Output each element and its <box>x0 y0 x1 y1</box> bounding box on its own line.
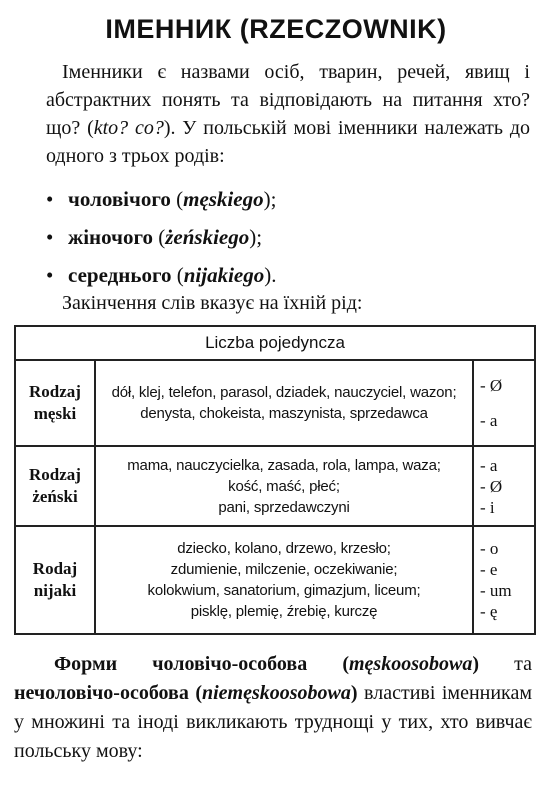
gender-pl: męskiego <box>183 187 264 211</box>
singular-endings-table <box>14 325 536 635</box>
suffix-cell: - Ø - a <box>473 360 535 446</box>
example-words-cell: mama, nauczycielka, zasada, rola, lampa, waza; kość, maść, płeć; pani, sprzedawczyni <box>95 446 473 526</box>
gender-cell: Rodzaj żeński <box>15 446 95 526</box>
gender-list <box>46 180 526 294</box>
example-words-cell: dziecko, kolano, drzewo, krzesło; zdumienie, milczenie, oczekiwanie; kolokwium, sanatorium, gimazjum, liceum; pisklę, plemię, źrebię, kurczę <box>95 526 473 634</box>
gender-end: ); <box>249 225 263 249</box>
example-words-cell: dół, klej, telefon, parasol, dziadek, nauczyciel, wazon; denysta, chokeista, maszynista, sprzedawca <box>95 360 473 446</box>
intro-polish-question: kto? co? <box>93 117 164 139</box>
gender-list-item: • чоловічого (męskiego); <box>46 180 526 218</box>
gender-pl: żeńskiego <box>165 225 250 249</box>
suffix-cell: - o - e - um - ę <box>473 526 535 634</box>
ending-text: Закінчення слів вказує на їхній рід: <box>62 292 363 314</box>
gender-cell: Rodaj nijaki <box>15 526 95 634</box>
table-header: Liczba pojedyncza <box>15 326 535 360</box>
table-row <box>15 526 535 634</box>
gender-end: ); <box>263 187 277 211</box>
intro-paragraph <box>46 58 530 170</box>
gender-end: ). <box>264 263 277 287</box>
plural-forms-paragraph: Форми чоловічо-особова (męskoosobowa) та нечоловічо-особова (niemęskoosobowa) властиві іменникам у множині та іноді викликають труднощі у тих, хто вивчає польську мову: <box>14 653 533 762</box>
suffix-cell: - a - Ø - i <box>473 446 535 526</box>
page-title: ІМЕННИК (RZECZOWNIK) <box>105 14 447 44</box>
gender-list-item: • жіночого (żeńskiego); <box>46 218 526 256</box>
gender-cell: Rodzaj męski <box>15 360 95 446</box>
gender-uk: жіночого <box>68 225 153 249</box>
gender-uk: середнього <box>68 263 172 287</box>
gender-pl: nijakiego <box>183 263 265 287</box>
gender-list-item: • середнього (nijakiego). <box>46 256 526 294</box>
table-row <box>15 446 535 526</box>
intro-text-before: Іменники є назвами осіб, тварин, речей, явищ і абстрактних понять та відповідають на питання хто? що? ( <box>46 61 530 139</box>
table-row <box>15 360 535 446</box>
gender-uk: чоловічого <box>68 187 171 211</box>
intro-text-after: ). У польській мові іменники належать до одного з трьох родів: <box>46 117 531 167</box>
